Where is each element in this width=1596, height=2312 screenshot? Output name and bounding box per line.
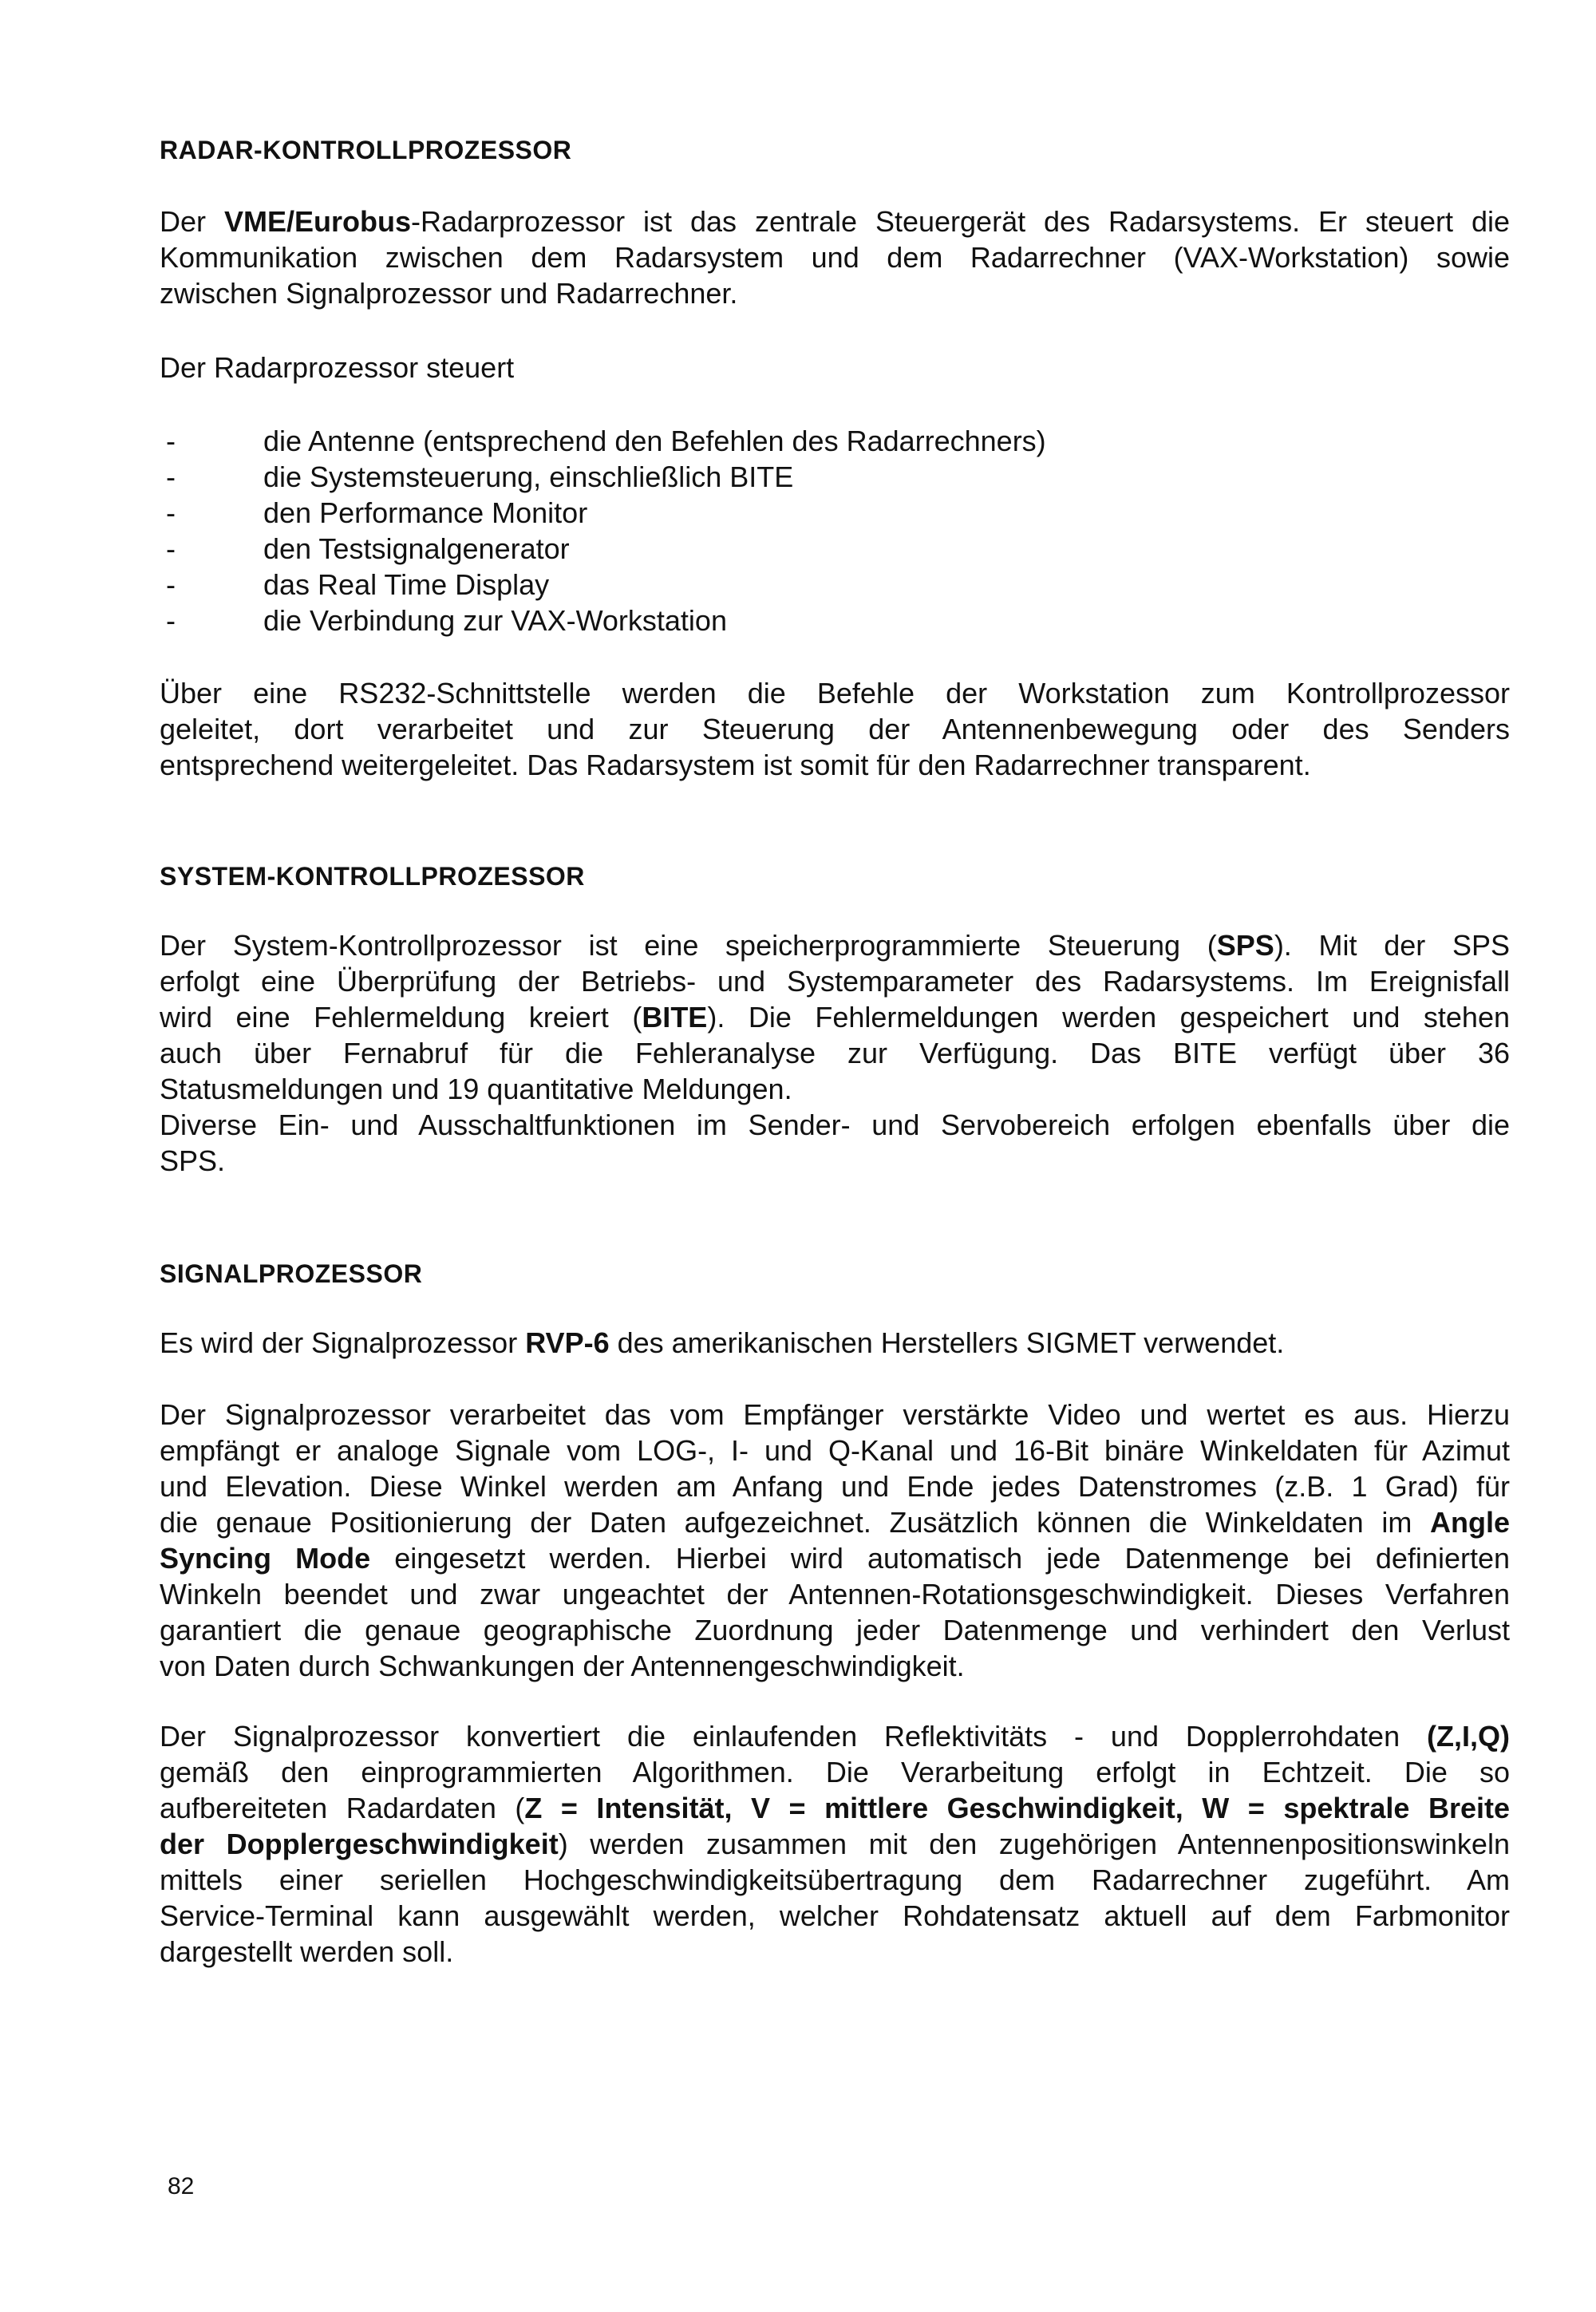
radar-paragraph-1 [160,204,1510,311]
text-line: die genaue Positionierung der Daten aufgezeichnet. Zusätzlich können die Winkeldaten im Angle [160,1506,1510,1539]
heading-system-kontrollprozessor: SYSTEM-KONTROLLPROZESSOR [160,862,585,891]
text-line: und Elevation. Diese Winkel werden am Anfang und Ende jedes Datenstromes (z.B. 1 Grad) für [160,1470,1510,1503]
text-line: geleitet, dort verarbeitet und zur Steuerung der Antennenbewegung oder des Senders [160,713,1510,745]
text-line: Winkeln beendet und zwar ungeachtet der Antennen-Rotationsgeschwindigkeit. Dieses Verfahren [160,1578,1510,1610]
text-line: auch über Fernabruf für die Fehleranalyse zur Verfügung. Das BITE verfügt über 36 [160,1037,1510,1069]
text-line: Der Signalprozessor verarbeitet das vom Empfänger verstärkte Video und wertet es aus. Hierzu [160,1398,1510,1431]
text-line: dargestellt werden soll. [160,1935,454,1968]
text-line: Service-Terminal kann ausgewählt werden, welcher Rohdatensatz aktuell auf dem Farbmonitor [160,1899,1510,1932]
list-item: - die Verbindung zur VAX-Workstation [166,604,727,637]
heading-signalprozessor: SIGNALPROZESSOR [160,1259,423,1288]
text-line: Der System-Kontrollprozessor ist eine speicherprogrammierte Steuerung (SPS). Mit der SPS [160,929,1510,962]
text-line: Kommunikation zwischen dem Radarsystem und dem Radarrechner (VAX-Workstation) sowie [160,241,1510,274]
text-line: Syncing Mode eingesetzt werden. Hierbei wird automatisch jede Datenmenge bei definierten [160,1542,1510,1575]
radar-paragraph-3 [160,675,1510,783]
text-line: Es wird der Signalprozessor RVP-6 des amerikanischen Herstellers SIGMET verwendet. [160,1326,1285,1359]
text-line: Der Signalprozessor konvertiert die einlaufenden Reflektivitäts - und Dopplerrohdaten (Z,I,Q) [160,1720,1510,1753]
radar-paragraph-2: Der Radarprozessor steuert [160,351,515,384]
list-item: - das Real Time Display [166,568,550,601]
text-line: empfängt er analoge Signale vom LOG-, I- und Q-Kanal und 16-Bit binäre Winkeldaten für Azimut [160,1434,1510,1467]
signal-paragraph-3 [160,1718,1510,1970]
signal-paragraph-1 [160,1325,1510,1361]
list-item: - die Antenne (entsprechend den Befehlen des Radarrechners) [166,425,1046,457]
page-number: 82 [168,2173,195,2199]
text-line: Diverse Ein- und Ausschaltfunktionen im Sender- und Servobereich erfolgen ebenfalls über die [160,1109,1510,1141]
text-line: Der VME/Eurobus-Radarprozessor ist das zentrale Steuergerät des Radarsystems. Er steuert die [160,205,1510,238]
text-line: entsprechend weitergeleitet. Das Radarsystem ist somit für den Radarrechner transparent. [160,749,1311,781]
text-line: erfolgt eine Überprüfung der Betriebs- und Systemparameter des Radarsystems. Im Ereignisfall [160,965,1510,998]
list-item: - den Performance Monitor [166,496,588,529]
text-line: SPS. [160,1144,226,1177]
radar-control-list [160,423,1510,638]
text-line: zwischen Signalprozessor und Radarrechner. [160,277,738,310]
list-item: - die Systemsteuerung, einschließlich BITE [166,460,794,493]
system-paragraph-1 [160,927,1510,1107]
text-line: mittels einer seriellen Hochgeschwindigkeitsübertragung dem Radarrechner zugeführt. Am [160,1863,1510,1896]
system-paragraph-2 [160,1107,1510,1179]
text-line: von Daten durch Schwankungen der Antennengeschwindigkeit. [160,1650,965,1682]
heading-radar-kontrollprozessor: RADAR-KONTROLLPROZESSOR [160,136,572,164]
list-item: - den Testsignalgenerator [166,532,570,565]
text-line: Über eine RS232-Schnittstelle werden die Befehle der Workstation zum Kontrollprozessor [160,677,1510,709]
text-line: gemäß den einprogrammierten Algorithmen. Die Verarbeitung erfolgt in Echtzeit. Die so [160,1756,1510,1788]
text-line: Statusmeldungen und 19 quantitative Meldungen. [160,1073,792,1105]
text-line: der Dopplergeschwindigkeit) werden zusammen mit den zugehörigen Antennenpositionswinkeln [160,1828,1510,1860]
signal-paragraph-2 [160,1397,1510,1684]
text-line: wird eine Fehlermeldung kreiert (BITE). Die Fehlermeldungen werden gespeichert und stehen [160,1001,1510,1033]
text-line: aufbereiteten Radardaten (Z = Intensität, V = mittlere Geschwindigkeit, W = spektrale Breite [160,1792,1510,1824]
text-line: garantiert die genaue geographische Zuordnung jeder Datenmenge und verhindert den Verlust [160,1614,1510,1646]
